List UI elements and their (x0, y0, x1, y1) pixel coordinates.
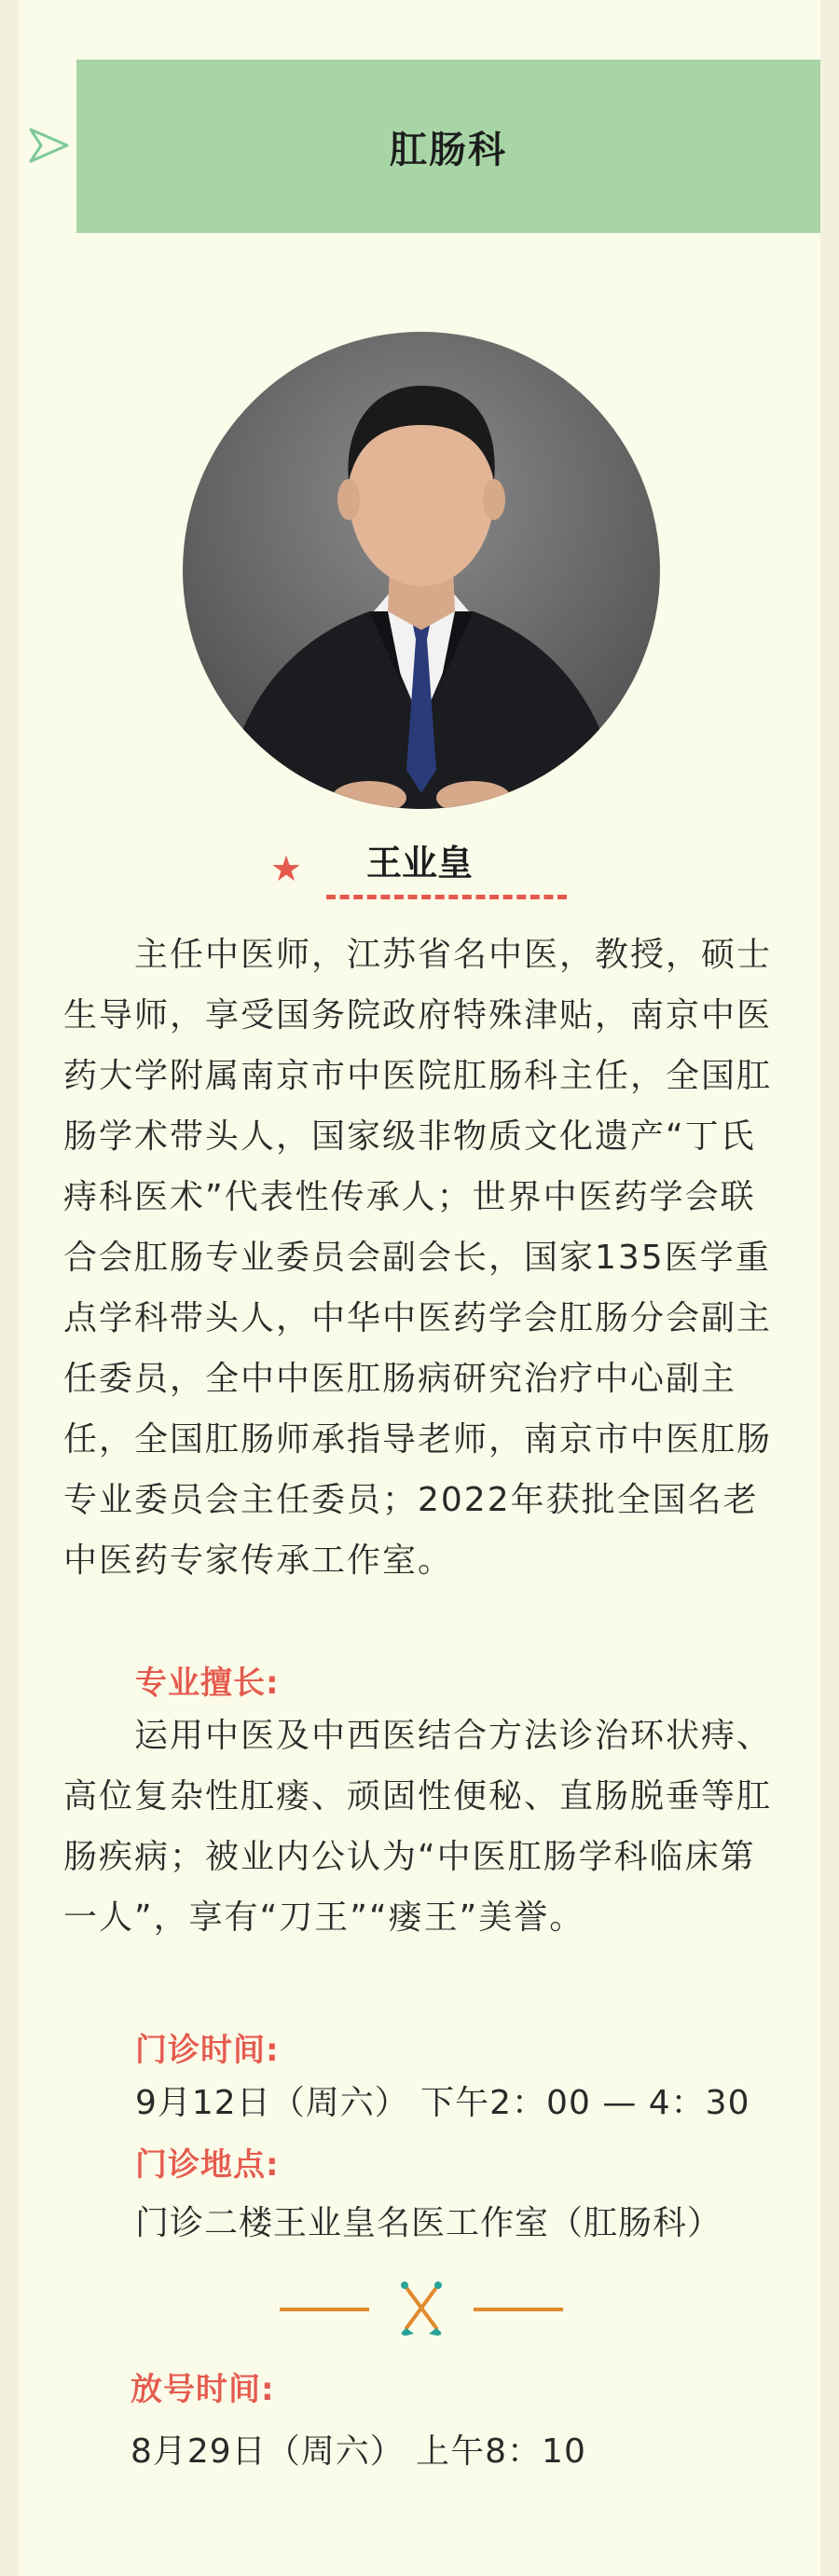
registration-label: 放号时间: (131, 2371, 275, 2408)
specialty-label: 专业擅长: (135, 1665, 280, 1702)
registration-value: 8月29日（周六） 上午8：10 (131, 2432, 586, 2471)
arrow-right-icon (28, 127, 71, 164)
doctor-portrait (183, 332, 660, 809)
name-underline (326, 895, 567, 899)
divider-line-right (474, 2308, 563, 2311)
department-header (76, 60, 820, 233)
specialty-text: 运用中医及中西医结合方法诊治环状痔、高位复杂性肛瘘、顽固性便秘、直肠脱垂等肛肠疾病；被业内公认为“中医肛肠学科临床第一人”，享有“刀王”“瘘王”美誉。 (63, 1717, 773, 1937)
clinic-place-value: 门诊二楼王业皇名医工作室（肛肠科） (135, 2204, 722, 2242)
doctor-name: 王业皇 (365, 843, 473, 884)
clinic-time-label: 门诊时间: (135, 2032, 280, 2069)
crossed-golf-clubs-icon (395, 2280, 447, 2339)
clinic-time-value: 9月12日（周六） 下午2：00 — 4：30 (135, 2084, 750, 2122)
divider-line-left (280, 2308, 369, 2311)
clinic-place-label: 门诊地点: (135, 2146, 280, 2184)
star-icon: ★ (270, 848, 303, 889)
doctor-name-row (0, 834, 839, 890)
department-title: 肛肠科 (390, 128, 507, 171)
doctor-bio: 主任中医师，江苏省名中医，教授，硕士生导师，享受国务院政府特殊津贴，南京中医药大学附属南京市中医院肛肠科主任，全国肛肠学术带头人，国家级非物质文化遗产“丁氏痔科医术”代表性传承人；世界中医药学会联合会肛肠专业委员会副会长，国家135医学重点学科带头人，中华中医药学会肛肠分会副主任委员，全中中医肛肠病研究治疗中心副主任，全国肛肠师承指导老师，南京市中医肛肠专业委员会主任委员；2022年获批全国名老中医药专家传承工作室。 (63, 936, 773, 1580)
